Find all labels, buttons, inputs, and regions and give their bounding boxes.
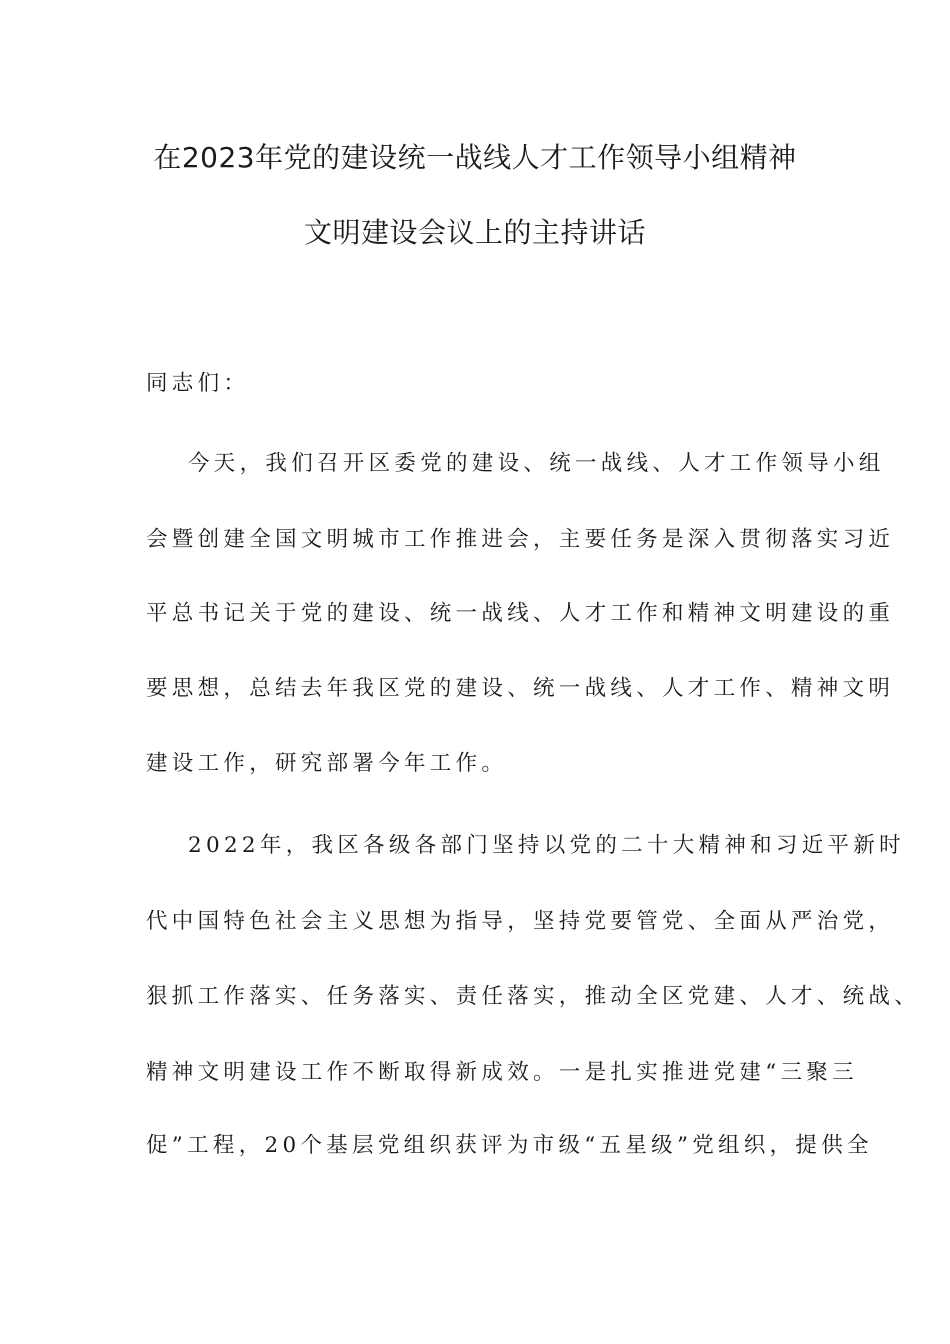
paragraph-line: 狠抓工作落实、任务落实、责任落实，推动全区党建、人才、统战、 [146, 984, 921, 1009]
paragraph-line: 精神文明建设工作不断取得新成效。一是扎实推进党建“三聚三 [146, 1060, 858, 1085]
paragraph-line: 2022年，我区各级各部门坚持以党的二十大精神和习近平新时 [188, 833, 905, 858]
paragraph-line: 今天，我们召开区委党的建设、统一战线、人才工作领导小组 [188, 451, 885, 476]
paragraph-line: 平总书记关于党的建设、统一战线、人才工作和精神文明建设的重 [146, 601, 895, 626]
document-title-line-1: 在2023年党的建设统一战线人才工作领导小组精神 [153, 141, 797, 174]
paragraph-line: 会暨创建全国文明城市工作推进会，主要任务是深入贯彻落实习近 [146, 527, 895, 552]
paragraph-line: 代中国特色社会主义思想为指导，坚持党要管党、全面从严治党， [146, 909, 895, 934]
paragraph-line: 建设工作，研究部署今年工作。 [146, 751, 508, 776]
document-title-line-2: 文明建设会议上的主持讲话 [303, 216, 646, 249]
paragraph-line: 要思想，总结去年我区党的建设、统一战线、人才工作、精神文明 [146, 676, 895, 701]
salutation: 同志们： [146, 371, 250, 396]
paragraph-line: 促”工程，20个基层党组织获评为市级“五星级”党组织，提供全 [146, 1133, 873, 1158]
